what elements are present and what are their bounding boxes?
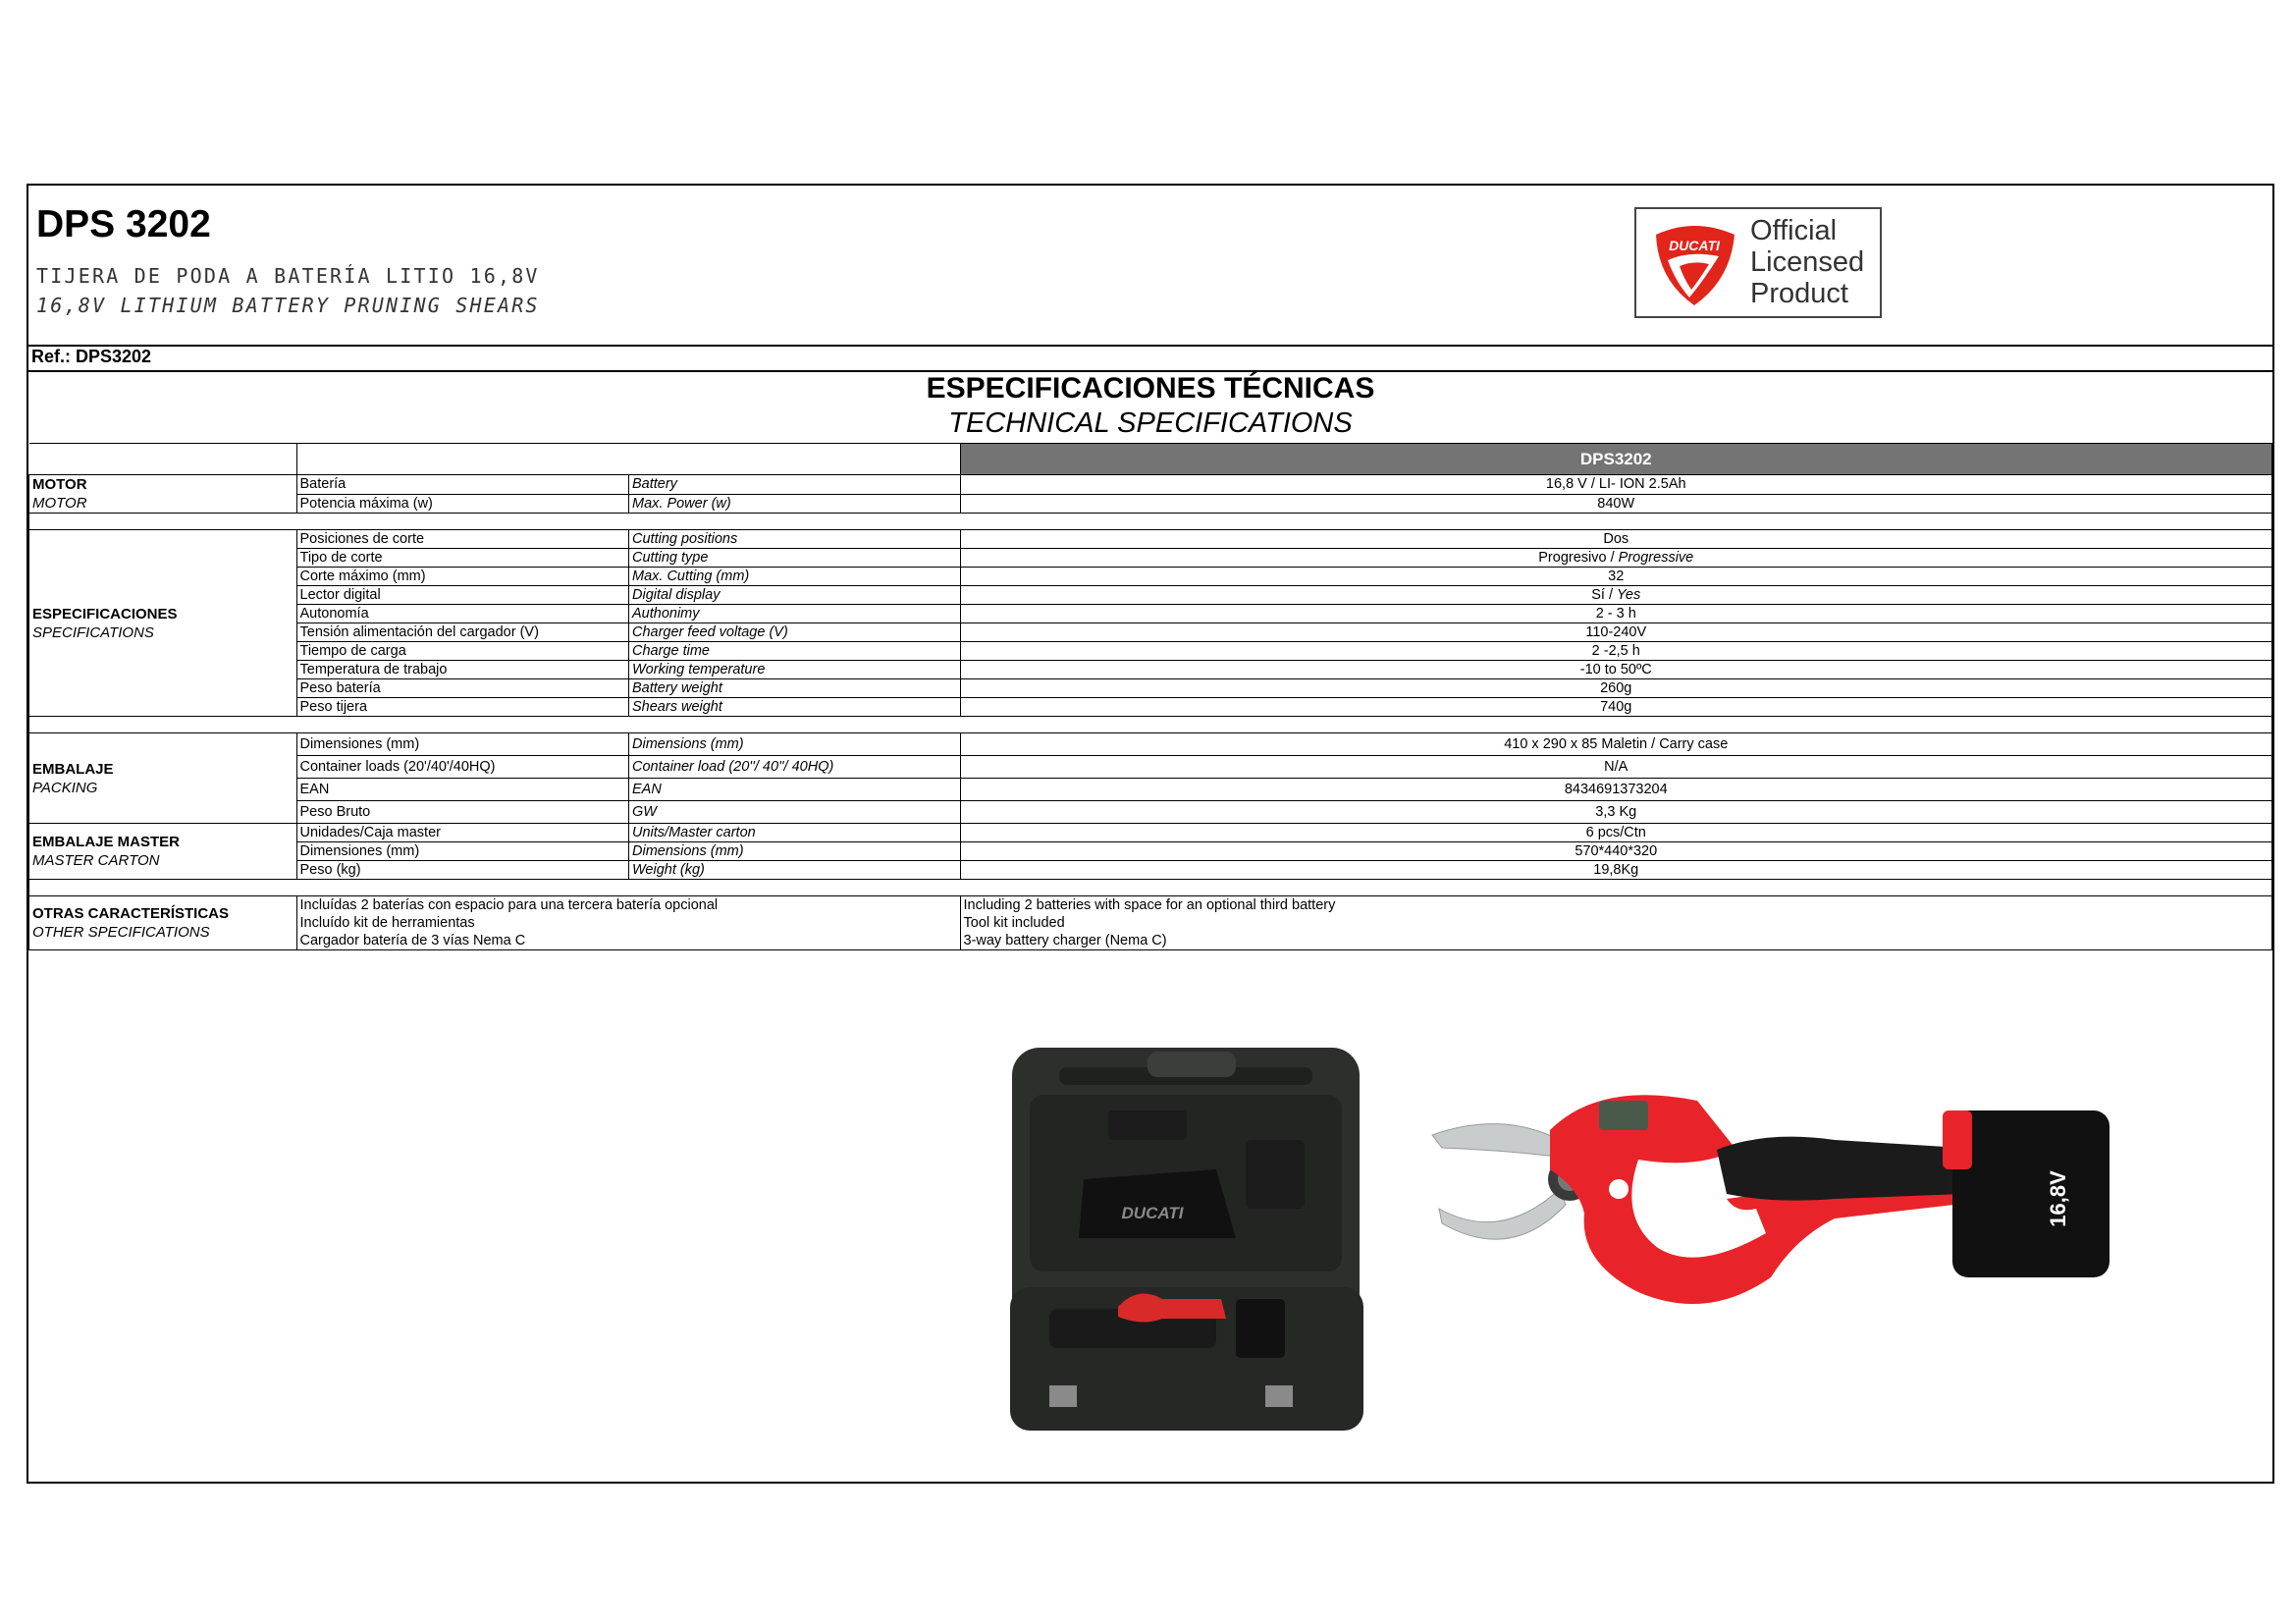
row-label-es: Potencia máxima (w) (296, 494, 629, 514)
row-label-es: Peso batería (296, 679, 629, 698)
group-specifications (29, 530, 297, 717)
row-label-es: Posiciones de corte (296, 530, 629, 549)
row-label-en: Working temperature (629, 661, 961, 679)
row-label-en: Units/Master carton (629, 824, 961, 842)
case-brand-text: DUCATI (1121, 1204, 1184, 1222)
value-en: Progressive (1618, 550, 1694, 566)
group-label-es: OTRAS CARACTERÍSTICAS (32, 905, 230, 922)
product-photos (951, 1042, 2296, 1435)
logo-line: Licensed (1750, 246, 1865, 278)
reference: Ref.: DPS3202 (31, 347, 152, 366)
row-label-en: Authonimy (629, 605, 961, 623)
subtitle-es: TIJERA DE PODA A BATERÍA LITIO 16,8V (36, 264, 540, 288)
row-label-es: Peso Bruto (296, 801, 629, 824)
row-label-en: Dimensions (mm) (629, 842, 961, 861)
spec-sheet (27, 184, 2274, 1484)
group-label-en: PACKING (32, 779, 98, 796)
value-es: Progresivo / (1538, 550, 1619, 566)
row-label-es: Container loads (20'/40'/40HQ) (296, 756, 629, 779)
other-feature-es: Incluídas 2 baterías con espacio para una tercera batería opcional (296, 896, 960, 915)
group-label-es: MOTOR (32, 476, 87, 493)
row-value (960, 586, 2272, 605)
separator-row (29, 880, 2272, 896)
row-value: 2 - 3 h (960, 605, 2272, 623)
other-feature-es: Incluído kit de herramientas (296, 914, 960, 932)
row-value: 110-240V (960, 623, 2272, 642)
divider (28, 345, 2272, 347)
row-label-es: EAN (296, 779, 629, 801)
row-label-en: Shears weight (629, 698, 961, 717)
row-value: 840W (960, 494, 2272, 514)
row-value: 8434691373204 (960, 779, 2272, 801)
separator-row (29, 717, 2272, 733)
group-label-es: ESPECIFICACIONES (32, 605, 178, 623)
row-label-es: Dimensiones (mm) (296, 733, 629, 756)
other-feature-es: Cargador batería de 3 vías Nema C (296, 932, 960, 950)
group-motor (29, 475, 297, 514)
logo-line: Official (1750, 215, 1838, 246)
subtitle-en: 16,8V LITHIUM BATTERY PRUNING SHEARS (36, 294, 540, 317)
group-label-en: MASTER CARTON (32, 852, 160, 869)
row-label-es: Temperatura de trabajo (296, 661, 629, 679)
row-value (960, 549, 2272, 568)
other-feature-en: Including 2 batteries with space for an optional third battery (960, 896, 2272, 915)
model-column-header: DPS3202 (960, 444, 2272, 475)
row-label-es: Peso (kg) (296, 861, 629, 880)
row-value: 260g (960, 679, 2272, 698)
row-label-es: Autonomía (296, 605, 629, 623)
row-label-en: Weight (kg) (629, 861, 961, 880)
group-label-es: EMBALAJE MASTER (32, 834, 181, 850)
row-label-en: Battery (629, 475, 961, 495)
other-feature-en: Tool kit included (960, 914, 2272, 932)
row-label-en: GW (629, 801, 961, 824)
row-label-es: Batería (296, 475, 629, 495)
pruning-shears-image (1432, 1095, 2109, 1304)
row-value: 570*440*320 (960, 842, 2272, 861)
row-label-es: Unidades/Caja master (296, 824, 629, 842)
row-label-en: Charger feed voltage (V) (629, 623, 961, 642)
row-label-en: EAN (629, 779, 961, 801)
separator-row (29, 514, 2272, 530)
row-value: 410 x 290 x 85 Maletin / Carry case (960, 733, 2272, 756)
logo-text (1750, 215, 1864, 309)
row-label-en: Charge time (629, 642, 961, 661)
ducati-licensed-logo (1634, 207, 1882, 318)
row-value: 19,8Kg (960, 861, 2272, 880)
specs-title-en: TECHNICAL SPECIFICATIONS (948, 407, 1353, 439)
carry-case-image (1010, 1048, 1363, 1431)
row-label-en: Battery weight (629, 679, 961, 698)
row-label-es: Lector digital (296, 586, 629, 605)
battery-label-text: 16,8V (2046, 1170, 2070, 1227)
group-label-es: EMBALAJE (32, 760, 114, 778)
row-label-en: Cutting positions (629, 530, 961, 549)
row-value: N/A (960, 756, 2272, 779)
value-es: Sí / (1591, 587, 1618, 603)
ducati-shield-icon (1650, 221, 1738, 307)
row-label-en: Cutting type (629, 549, 961, 568)
group-packing (29, 733, 297, 824)
row-label-es: Tiempo de carga (296, 642, 629, 661)
row-value: 2 -2,5 h (960, 642, 2272, 661)
row-label-es: Tensión alimentación del cargador (V) (296, 623, 629, 642)
value-en: Yes (1617, 587, 1641, 603)
row-label-es: Dimensiones (mm) (296, 842, 629, 861)
group-master-carton (29, 824, 297, 880)
row-label-en: Digital display (629, 586, 961, 605)
group-label-en: SPECIFICATIONS (32, 623, 154, 641)
row-value: 32 (960, 568, 2272, 586)
row-label-es: Peso tijera (296, 698, 629, 717)
logo-brand-text: DUCATI (1669, 238, 1720, 253)
row-value: 3,3 Kg (960, 801, 2272, 824)
row-value: 740g (960, 698, 2272, 717)
row-value: 16,8 V / LI- ION 2.5Ah (960, 475, 2272, 495)
spec-table (28, 443, 2272, 950)
model-title: DPS 3202 (36, 203, 211, 245)
row-label-es: Tipo de corte (296, 549, 629, 568)
specs-title-es: ESPECIFICACIONES TÉCNICAS (926, 372, 1375, 405)
row-value: Dos (960, 530, 2272, 549)
group-label-en: MOTOR (32, 495, 87, 512)
row-value: 6 pcs/Ctn (960, 824, 2272, 842)
row-label-en: Dimensions (mm) (629, 733, 961, 756)
row-label-en: Container load (20''/ 40''/ 40HQ) (629, 756, 961, 779)
group-label-en: OTHER SPECIFICATIONS (32, 924, 210, 941)
logo-line: Product (1750, 278, 1848, 309)
row-label-en: Max. Power (w) (629, 494, 961, 514)
row-label-en: Max. Cutting (mm) (629, 568, 961, 586)
row-label-es: Corte máximo (mm) (296, 568, 629, 586)
row-value: -10 to 50ºC (960, 661, 2272, 679)
group-other (29, 896, 297, 950)
other-feature-en: 3-way battery charger (Nema C) (960, 932, 2272, 950)
